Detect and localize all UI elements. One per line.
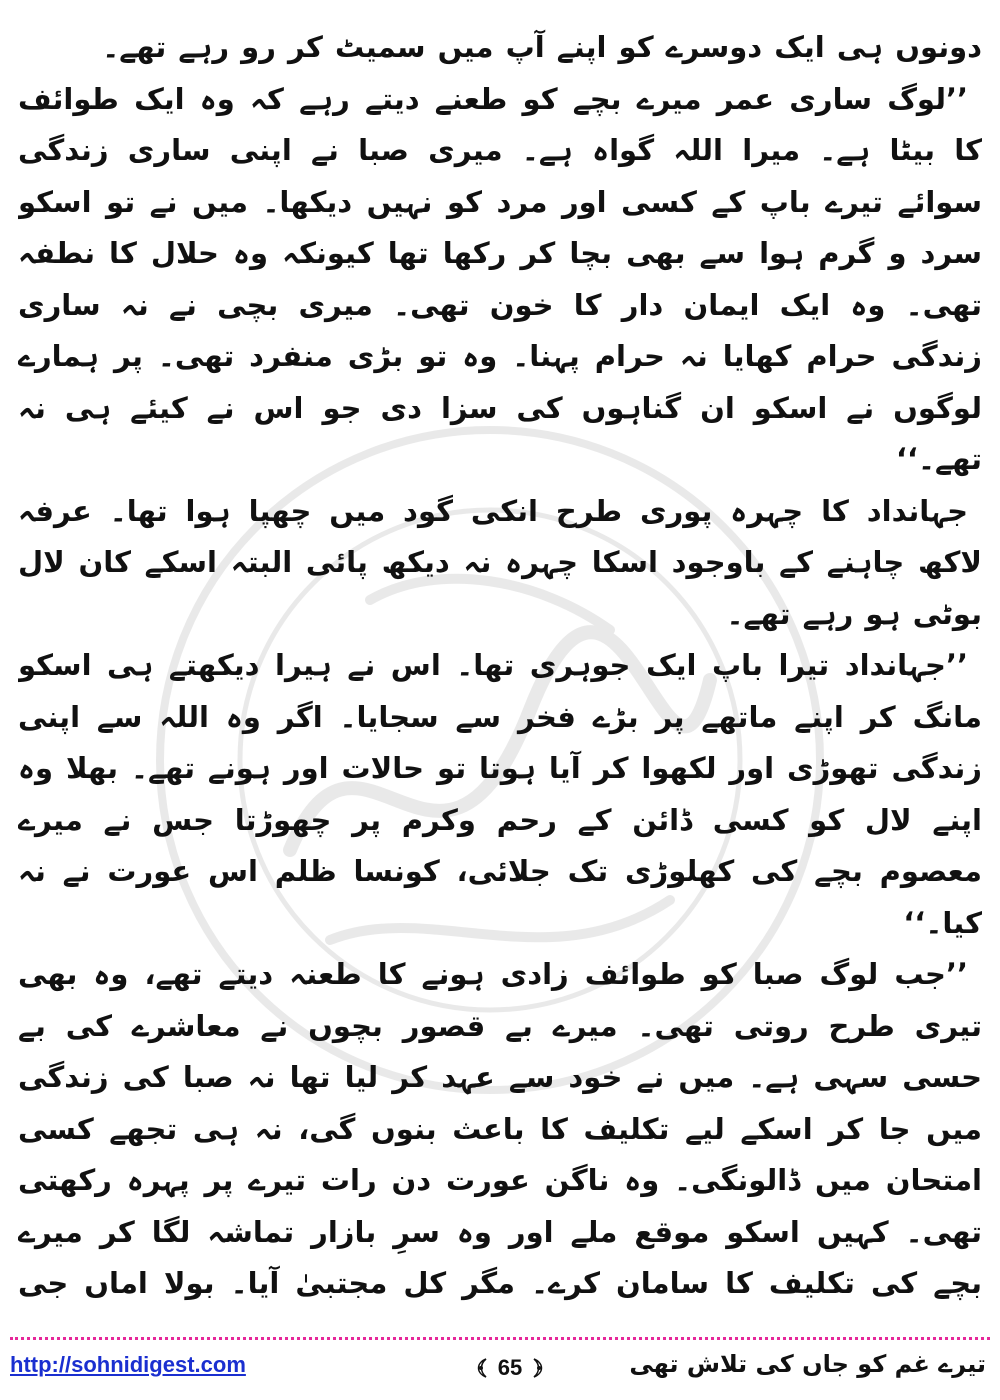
paragraph: ’’جہانداد تیرا باپ ایک جوہری تھا۔ اس نے ہیرا دیکھتے ہی اسکو مانگ کر اپنے ماتھے پر بڑے فخر سے سجایا۔ اگر وہ اللہ سے اپنی زندگی تھوڑی اور لکھوا کر آیا ہوتا تو حالات اور ہونے تھے۔ بھلا وہ اپنے لال کو کسی ڈائن کے رحم وکرم پر چھوڑتا جس نے میرے معصوم بچے کی کھلوڑی تک جلائی، کونسا ظلم اس عورت نے نہ کیا۔‘‘	[18, 648, 982, 940]
paragraph: دونوں ہی ایک دوسرے کو اپنے آپ میں سمیٹ کر رو رہے تھے۔	[102, 30, 982, 64]
paragraph: جہانداد کا چہرہ پوری طرح انکی گود میں چھپا ہوا تھا۔ عرفہ لاکھ چاہنے کے باوجود اسکا چہرہ نہ دیکھ پائی البتہ اسکے کان لال بوٹی ہو رہے تھے۔	[18, 493, 982, 631]
page-number-box	[460, 1350, 560, 1386]
footer-divider	[10, 1337, 990, 1340]
paragraph: ’’جب لوگ صبا کو طوائف زادی ہونے کا طعنہ دیتے تھے، وہ بھی تیری طرح روتی تھی۔ میرے بے قصور بچوں نے معاشرے کی بے حسی سہی ہے۔ میں نے خود سے عہد کر لیا تھا نہ صبا کی زندگی میں جا کر اسکے لیے تکلیف کا باعث بنوں گی، نہ ہی تجھے کسی امتحان میں ڈالونگی۔ وہ ناگن عورت دن رات تیرے پر پہرہ رکھتی تھی۔ کہیں اسکو موقع ملے اور وہ سرِ بازار تماشہ لگا کر میرے بچے کی تکلیف کا سامان کرے۔ مگر کل مجتبیٰ آیا۔ بولا اماں جی	[18, 957, 982, 1300]
page-number: 65	[497, 1355, 523, 1380]
page-footer	[10, 1350, 990, 1390]
left-ornament-icon	[472, 1357, 488, 1379]
paragraph: ’’لوگ ساری عمر میرے بچے کو طعنے دیتے رہے کہ وہ ایک طوائف کا بیٹا ہے۔ میرا اللہ گواہ ہے۔ میری صبا نے اپنی ساری زندگی سوائے تیرے باپ کے کسی اور مرد کو نہیں دیکھا۔ میں نے تو اسکو سرد و گرم ہوا سے بھی بچا کر رکھا تھا کیونکہ وہ حلال کا نطفہ تھی۔ وہ ایک ایمان دار کا خون تھی۔ میری بچی نے نہ ساری زندگی حرام کھایا نہ حرام پہنا۔ وہ تو بڑی منفرد تھی۔ پر ہمارے لوگوں نے اسکو ان گناہوں کی سزا دی جو اس نے کیئے ہی نہ تھے۔‘‘	[18, 81, 982, 476]
right-ornament-icon	[532, 1357, 548, 1379]
novel-title: تیرے غم کو جاں کی تلاش تھی	[629, 1350, 986, 1378]
story-text	[18, 22, 982, 1302]
website-link[interactable]: http://sohnidigest.com	[10, 1352, 246, 1377]
